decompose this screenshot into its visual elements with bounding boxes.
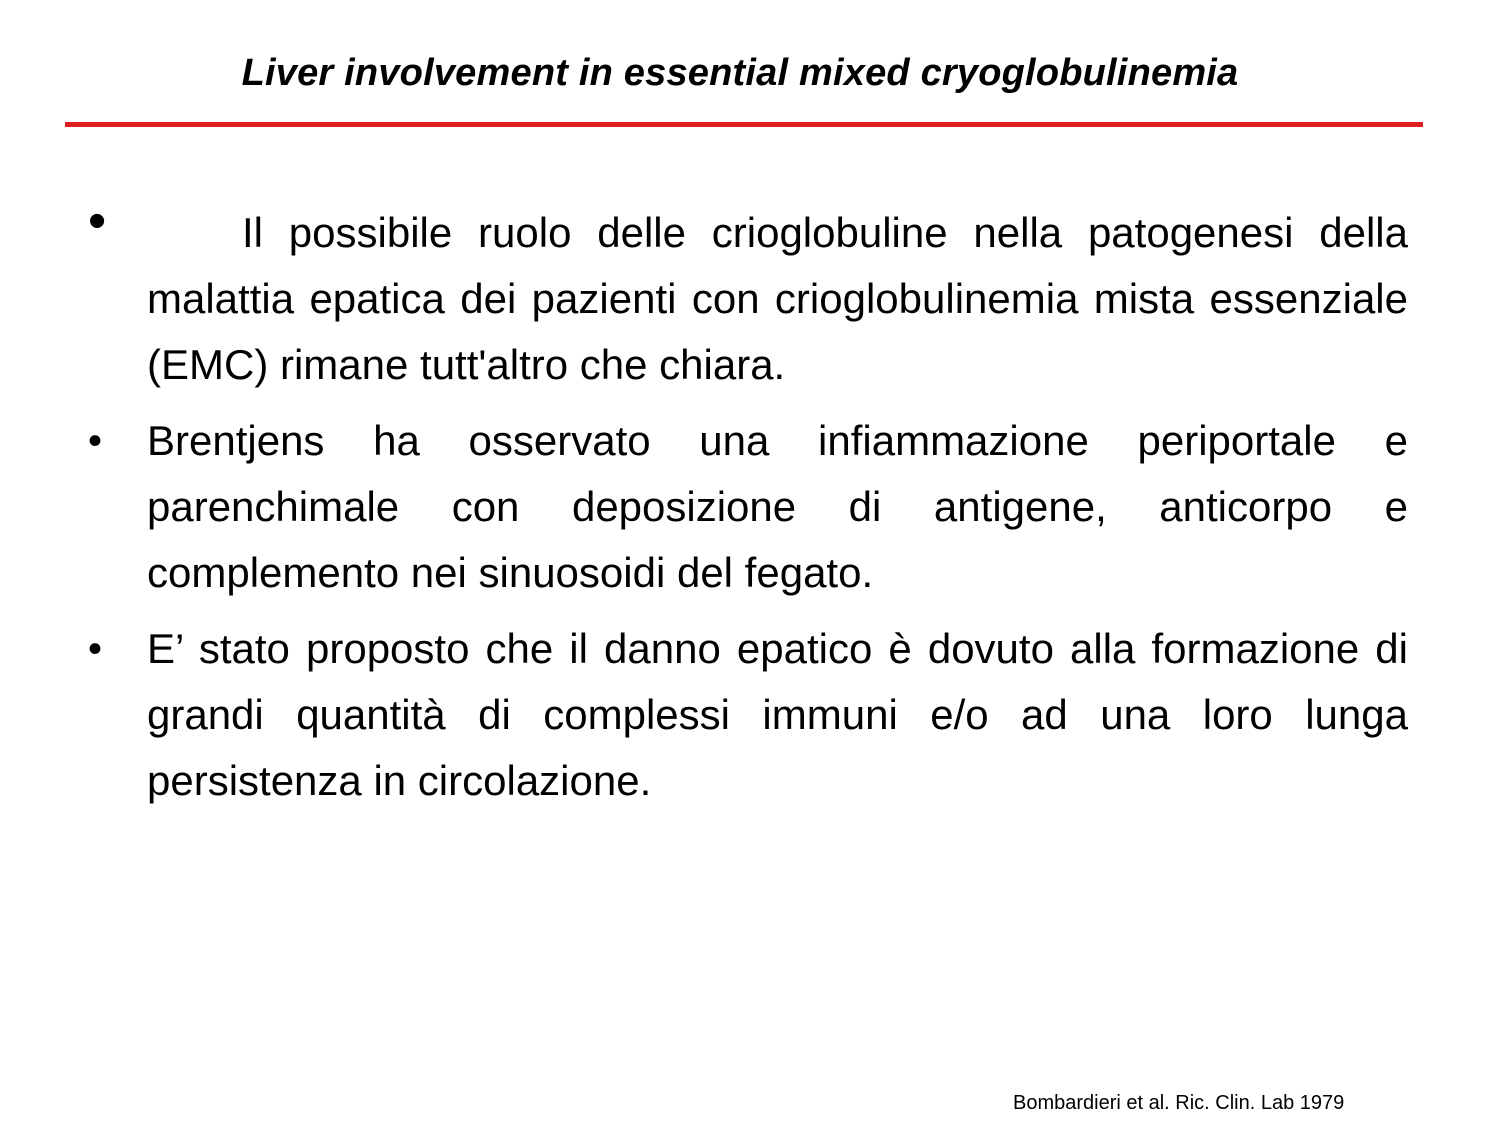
- bullet-text: Il possibile ruolo delle crioglobuline nella patogenesi della malattia epatica dei pazienti con crioglobulinemia mista essenziale (EMC) rimane tutt'altro che chiara.: [147, 209, 1408, 388]
- bullet-text: E’ stato proposto che il danno epatico è dovuto alla formazione di grandi quantità di complessi immuni e/o ad una loro lunga persistenza in circolazione.: [147, 625, 1408, 804]
- slide-title: Liver involvement in essential mixed cryoglobulinemia: [241, 52, 1239, 94]
- bullet-item: [0, 192, 1500, 398]
- bullet-icon: •: [88, 419, 103, 463]
- reference-citation: Bombardieri et al. Ric. Clin. Lab 1979: [1013, 1092, 1345, 1114]
- bullet-icon: •: [88, 627, 103, 671]
- bullet-list: [0, 192, 1500, 824]
- bullet-icon: •: [88, 192, 107, 250]
- title-divider: [65, 122, 1423, 127]
- bullet-text: Brentjens ha osservato una infiammazione periportale e parenchimale con deposizione di antigene, anticorpo e complemento nei sinuosoidi del fegato.: [147, 417, 1408, 596]
- bullet-item: [0, 616, 1500, 814]
- bullet-item: [0, 408, 1500, 606]
